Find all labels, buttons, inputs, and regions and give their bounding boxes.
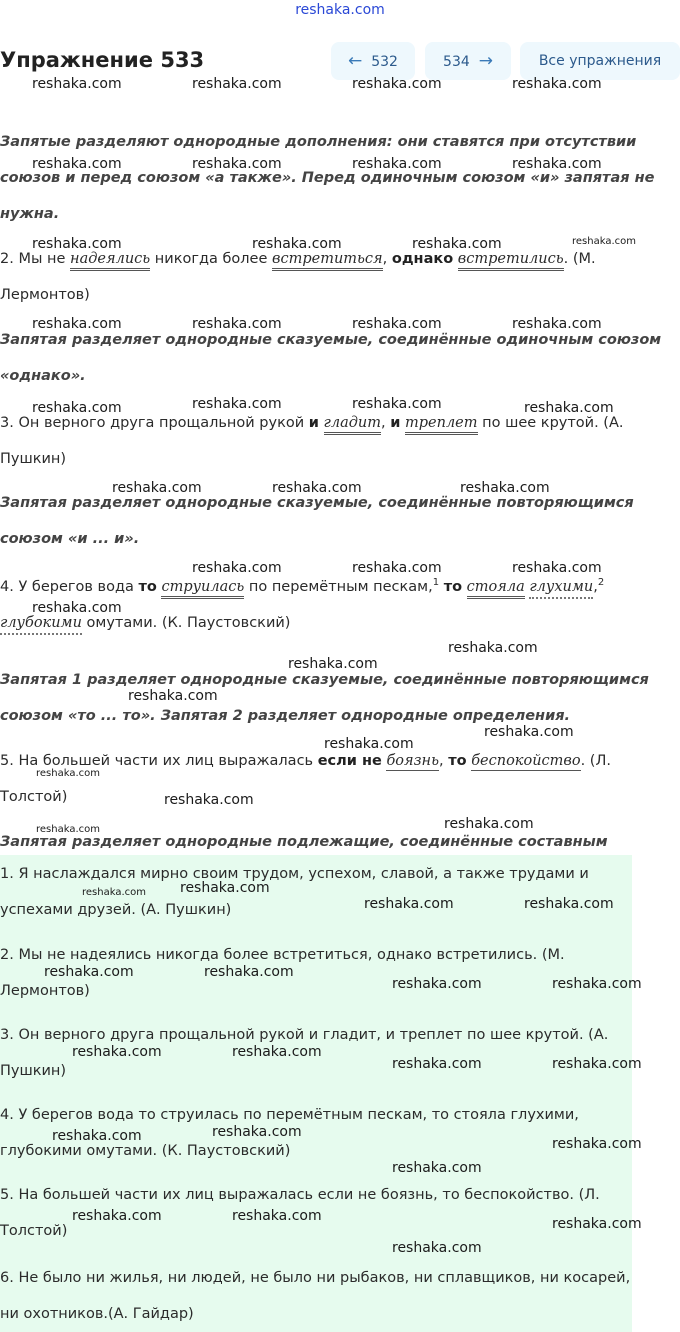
watermark: reshaka.com (352, 316, 442, 332)
next-exercise-button[interactable] (425, 42, 511, 80)
conjunction: то (443, 578, 463, 595)
watermark: reshaka.com (32, 600, 122, 616)
text: 3. Он верного друга прощальной рукой (0, 415, 309, 431)
text: . (Л. Толстой) (0, 753, 611, 805)
watermark: reshaka.com (82, 887, 146, 898)
conjunction: если не (317, 753, 382, 769)
predicate: встретиться (272, 251, 383, 271)
conjunction: однако (391, 251, 454, 267)
watermark: reshaka.com (512, 316, 602, 332)
watermark: reshaka.com (180, 880, 270, 896)
comma: , (381, 415, 391, 431)
watermark: reshaka.com (192, 396, 282, 412)
answer-block (0, 855, 632, 1332)
text (319, 415, 324, 431)
answer-line-5: 5. На большей части их лиц выражалась если не боязнь, то беспокойство. (Л. Толстой) (0, 1187, 600, 1239)
attribute: глубокими (0, 615, 82, 635)
watermark: reshaka.com (552, 1216, 642, 1232)
note-5: Запятая разделяет однородные подлежащие, соединённые составным (0, 834, 608, 850)
comma: , (593, 578, 598, 595)
watermark: reshaka.com (524, 400, 614, 416)
watermark: reshaka.com (392, 1160, 482, 1176)
watermark: reshaka.com (484, 724, 574, 740)
text: . (М. Лермонтов) (0, 251, 596, 303)
watermark: reshaka.com (72, 1044, 162, 1060)
sentence-5 (0, 743, 676, 815)
all-exercises-button[interactable] (520, 42, 680, 80)
watermark: reshaka.com (364, 896, 454, 912)
watermark: reshaka.com (192, 316, 282, 332)
watermark: reshaka.com (512, 560, 602, 576)
watermark: reshaka.com (272, 480, 362, 496)
watermark: reshaka.com (204, 964, 294, 980)
watermark: reshaka.com (552, 1056, 642, 1072)
attribute: глухими (529, 579, 593, 599)
text: по перемётным пескам, (244, 578, 433, 595)
page-title: Упражнение 533 (0, 48, 205, 72)
watermark: reshaka.com (252, 236, 342, 252)
watermark: reshaka.com (572, 236, 636, 247)
watermark: reshaka.com (412, 236, 502, 252)
note-dopolneniya: Запятые разделяют однородные дополнения: они ставятся при отсутствии союзов и перед союзом «а также». Перед одиночным союзом «и» запятая не нужна. (0, 134, 655, 222)
watermark: reshaka.com (324, 736, 414, 752)
answer-line-3: 3. Он верного друга прощальной рукой и гладит, и треплет по шее крутой. (А. Пушкин) (0, 1027, 609, 1079)
watermark: reshaka.com (460, 480, 550, 496)
watermark: reshaka.com (512, 156, 602, 172)
watermark: reshaka.com (232, 1208, 322, 1224)
comma: , (382, 251, 392, 267)
watermark: reshaka.com (212, 1124, 302, 1140)
text: 2. Мы не (0, 251, 71, 267)
answer-line-4: 4. У берегов вода то струилась по перемётным пескам, то стояла глухими, глубокими омутами. (К. Паустовский) (0, 1107, 579, 1159)
all-label: Все упражнения (538, 53, 662, 69)
watermark: reshaka.com (524, 896, 614, 912)
answer-line-1: 1. Я наслаждался мирно своим трудом, успехом, славой, а также трудами и успехами друзей. (А. Пушкин) (0, 866, 589, 918)
subject: боязнь (386, 753, 439, 769)
text: по шее крутой. (А. Пушкин) (0, 415, 624, 467)
note-4: Запятая 1 разделяет однородные сказуемые, соединённые повторяющимся союзом «то ... то». Запятая 2 разделяет однородные определения. (0, 672, 649, 724)
watermark: reshaka.com (32, 400, 122, 416)
watermark: reshaka.com (36, 824, 100, 835)
comma-number: 1 (432, 577, 440, 588)
conjunction: и (390, 415, 401, 431)
watermark: reshaka.com (352, 156, 442, 172)
text: 5. На большей части их лиц выражалась (0, 753, 318, 769)
conjunction: то (138, 578, 157, 595)
text: омутами. (К. Паустовский) (81, 614, 291, 631)
note-3: Запятая разделяет однородные сказуемые, соединённые повторяющимся союзом «и ... и». (0, 495, 634, 547)
predicate: встретились (458, 251, 564, 271)
watermark: reshaka.com (36, 768, 100, 779)
arrow-left-icon: ← (348, 51, 363, 71)
watermark: reshaka.com (392, 1240, 482, 1256)
conjunction: и (308, 415, 319, 431)
watermark: reshaka.com (32, 316, 122, 332)
predicate: стояла (467, 579, 525, 599)
watermark: reshaka.com (32, 76, 122, 92)
next-label: 534 (443, 54, 470, 70)
watermark: reshaka.com (192, 76, 282, 92)
watermark: reshaka.com (392, 976, 482, 992)
prev-label: 532 (371, 54, 398, 70)
subject: беспокойство (471, 753, 581, 769)
arrow-right-icon: → (478, 51, 493, 71)
predicate: надеялись (70, 251, 150, 271)
watermark: reshaka.com (164, 792, 254, 808)
watermark: reshaka.com (72, 1208, 162, 1224)
watermark: reshaka.com (128, 688, 218, 704)
conjunction: то (448, 753, 467, 769)
watermark: reshaka.com (352, 76, 442, 92)
watermark: reshaka.com (392, 1056, 482, 1072)
note-2: Запятая разделяет однородные сказуемые, соединённые одиночным союзом «однако». (0, 332, 662, 384)
watermark: reshaka.com (512, 76, 602, 92)
site-logo[interactable]: reshaka.com (295, 2, 385, 18)
watermark: reshaka.com (32, 156, 122, 172)
text: 4. У берегов вода (0, 578, 139, 595)
watermark: reshaka.com (552, 1136, 642, 1152)
predicate: гладит (324, 415, 381, 435)
prev-exercise-button[interactable] (331, 42, 415, 80)
predicate: струилась (161, 579, 244, 599)
watermark: reshaka.com (448, 640, 538, 656)
comma: , (438, 753, 449, 769)
watermark: reshaka.com (352, 396, 442, 412)
answer-line-6: 6. Не было ни жилья, ни людей, не было ни рыбаков, ни сплавщиков, ни косарей, ни охотников.(А. Гайдар) (0, 1270, 631, 1322)
watermark: reshaka.com (232, 1044, 322, 1060)
watermark: reshaka.com (32, 236, 122, 252)
watermark: reshaka.com (192, 156, 282, 172)
text (462, 579, 467, 595)
watermark: reshaka.com (288, 656, 378, 672)
comma-number: 2 (597, 577, 605, 588)
watermark: reshaka.com (44, 964, 134, 980)
watermark: reshaka.com (352, 560, 442, 576)
answer-line-2: 2. Мы не надеялись никогда более встретиться, однако встретились. (М. Лермонтов) (0, 947, 565, 999)
watermark: reshaka.com (52, 1128, 142, 1144)
watermark: reshaka.com (444, 816, 534, 832)
watermark: reshaka.com (552, 976, 642, 992)
predicate: треплет (405, 415, 478, 435)
watermark: reshaka.com (192, 560, 282, 576)
watermark: reshaka.com (112, 480, 202, 496)
text: никогда более (150, 251, 273, 267)
